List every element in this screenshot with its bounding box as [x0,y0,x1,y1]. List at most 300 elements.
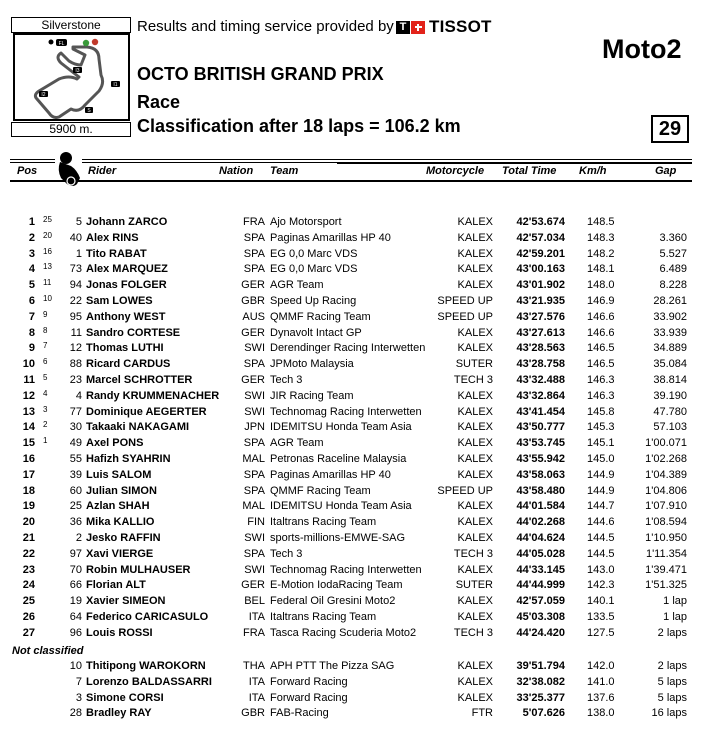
cell-rider-number: 73 [69,263,82,276]
cell-nation: ITA [248,691,265,704]
event-title: OCTO BRITISH GRAND PRIX [137,64,384,84]
cell-total-time: 43'55.942 [516,452,565,465]
cell-motorcycle: KALEX [457,279,493,292]
header-rule-bottom [10,180,692,182]
cell-motorcycle: KALEX [457,610,493,623]
cell-gap: 6.489 [659,263,687,276]
column-header-team: Team [270,165,299,177]
cell-team: Tech 3 [270,373,303,386]
cell-rider-name: Sam LOWES [86,294,153,307]
cell-motorcycle: KALEX [457,452,493,465]
cell-speed-kmh: 146.3 [587,389,615,402]
cell-nation: SWI [244,342,265,355]
map-label-i1: I1 [113,82,118,88]
cell-motorcycle: KALEX [457,231,493,244]
cell-position: 8 [28,326,35,339]
cell-rider-name: Azlan SHAH [86,500,150,513]
class-title: Moto2 [602,34,682,64]
cell-speed-kmh: 144.7 [587,500,615,513]
header-rule [337,159,692,160]
table-row [0,594,719,610]
cell-position: 18 [22,484,35,497]
cell-points: 8 [43,325,48,335]
cell-motorcycle: KALEX [457,468,493,481]
cell-position: 27 [22,626,35,639]
swiss-cross-icon [411,21,425,34]
cell-motorcycle: KALEX [457,326,493,339]
cell-motorcycle: KALEX [457,500,493,513]
cell-nation: FIN [247,516,265,529]
tissot-wordmark: TISSOT [429,17,492,36]
cell-rider-name: Xavi VIERGE [86,547,154,560]
cell-team: EG 0,0 Marc VDS [270,263,358,276]
table-row [0,231,719,247]
cell-motorcycle: KALEX [457,516,493,529]
table-row [0,373,719,389]
cell-team: Italtrans Racing Team [270,516,377,529]
cell-gap: 1 lap [663,610,687,623]
cell-gap: 1'04.389 [645,468,687,481]
cell-rider-number: 88 [69,358,82,371]
cell-points: 3 [43,404,48,414]
map-label-i2: I2 [41,92,46,98]
cell-total-time: 43'53.745 [516,437,565,450]
cell-position: 5 [28,279,35,292]
cell-total-time: 32'38.082 [516,675,565,688]
table-row [0,691,719,707]
cell-gap: 33.902 [653,310,687,323]
cell-rider-name: Luis SALOM [86,468,152,481]
cell-team: Federal Oil Gresini Moto2 [270,595,396,608]
cell-gap: 33.939 [653,326,687,339]
cell-rider-number: 30 [69,421,82,434]
cell-team: Paginas Amarillas HP 40 [270,231,391,244]
cell-nation: GER [241,326,265,339]
cell-nation: FRA [243,626,265,639]
cell-motorcycle: KALEX [457,563,493,576]
cell-rider-name: Florian ALT [86,579,146,592]
cell-total-time: 44'33.145 [516,563,565,576]
cell-rider-name: Bradley RAY [86,707,152,720]
cell-team: APH PTT The Pizza SAG [270,660,395,672]
cell-speed-kmh: 140.1 [587,595,615,608]
column-header-rider: Rider [88,165,117,177]
cell-position: 16 [22,452,35,465]
table-row [0,578,719,594]
cell-total-time: 44'44.999 [516,579,565,592]
cell-gap: 5.527 [659,247,687,260]
cell-position: 21 [22,531,35,544]
cell-rider-name: Anthony WEST [86,310,166,323]
cell-gap: 1'10.950 [645,531,687,544]
cell-motorcycle: KALEX [457,691,493,704]
cell-gap: 1'04.806 [645,484,687,497]
cell-speed-kmh: 146.3 [587,373,615,386]
cell-rider-name: Alex RINS [86,231,139,244]
cell-speed-kmh: 146.5 [587,342,615,355]
cell-rider-name: Randy KRUMMENACHER [86,389,220,402]
cell-team: sports-millions-EMWE-SAG [270,531,406,544]
cell-rider-number: 12 [69,342,82,355]
session-title: Race [137,92,181,112]
cell-speed-kmh: 146.6 [587,326,615,339]
cell-team: JPMoto Malaysia [270,358,354,371]
cell-nation: SPA [243,468,265,481]
column-header-gap: Gap [655,165,677,177]
cell-speed-kmh: 148.3 [587,231,615,244]
cell-nation: BEL [244,595,265,608]
cell-points: 4 [43,388,48,398]
cell-total-time: 43'50.777 [516,421,565,434]
cell-motorcycle: KALEX [457,247,493,260]
cell-rider-name: Hafizh SYAHRIN [86,452,171,465]
cell-position: 12 [22,389,35,402]
cell-speed-kmh: 143.0 [587,563,615,576]
cell-rider-number: 4 [75,389,82,402]
table-row [0,452,719,468]
cell-rider-name: Jonas FOLGER [86,279,167,292]
cell-speed-kmh: 148.1 [587,263,615,276]
cell-rider-name: Robin MULHAUSER [86,563,191,576]
cell-total-time: 43'58.480 [516,484,565,497]
cell-speed-kmh: 145.1 [587,437,615,450]
not-classified-label: Not classified [12,645,84,657]
cell-rider-name: Mika KALLIO [86,516,155,529]
cell-position: 11 [23,373,35,386]
cell-speed-kmh: 146.9 [587,294,615,307]
cell-rider-number: 95 [69,310,82,323]
cell-position: 22 [22,547,35,560]
cell-gap: 2 laps [657,660,687,672]
cell-team: Forward Racing [270,675,348,688]
cell-nation: SWI [244,563,265,576]
cell-position: 17 [22,468,35,481]
cell-team: Forward Racing [270,691,348,704]
cell-speed-kmh: 148.0 [587,279,615,292]
cell-rider-number: 23 [69,373,82,386]
cell-rider-number: 10 [69,660,82,672]
cell-speed-kmh: 144.5 [587,531,615,544]
cell-nation: GER [241,279,265,292]
cell-points: 9 [43,309,48,319]
cell-rider-number: 96 [69,626,82,639]
cell-motorcycle: FTR [471,707,493,720]
cell-total-time: 42'57.059 [516,595,565,608]
cell-rider-name: Tito RABAT [86,247,147,260]
cell-motorcycle: KALEX [457,342,493,355]
cell-team: IDEMITSU Honda Team Asia [270,421,412,434]
cell-speed-kmh: 142.3 [587,579,615,592]
cell-speed-kmh: 127.5 [587,626,615,639]
table-row [0,706,719,722]
cell-team: Technomag Racing Interwetten [270,563,422,576]
cell-rider-number: 39 [69,468,82,481]
cell-rider-number: 36 [69,516,82,529]
cell-team: Petronas Raceline Malaysia [270,452,407,465]
cell-nation: GBR [241,294,265,307]
cell-gap: 1'51.325 [645,579,687,592]
cell-position: 6 [28,294,35,307]
cell-total-time: 39'51.794 [516,660,565,672]
cell-position: 15 [22,437,35,450]
cell-gap: 3.360 [659,231,687,244]
table-row [0,436,719,452]
cell-gap: 2 laps [657,626,687,639]
cell-speed-kmh: 133.5 [587,610,615,623]
cell-rider-number: 25 [69,500,82,513]
column-header-pos: Pos [17,165,38,177]
cell-gap: 5 laps [657,675,687,688]
cell-speed-kmh: 141.0 [587,675,615,688]
cell-nation: GBR [241,707,265,720]
cell-speed-kmh: 144.9 [587,484,615,497]
cell-points: 25 [43,215,52,224]
header-rule [10,162,55,163]
map-label-fl: FL [58,41,65,47]
cell-nation: SWI [244,389,265,402]
table-row [0,247,719,263]
cell-nation: GER [241,373,265,386]
table-row [0,420,719,436]
cell-position: 9 [28,342,35,355]
not-classified-table [0,659,719,722]
cell-total-time: 43'27.576 [516,310,565,323]
cell-gap: 1'39.471 [645,563,687,576]
table-row [0,675,719,691]
cell-nation: JPN [244,421,265,434]
cell-motorcycle: SUTER [455,579,493,592]
cell-position: 19 [22,500,35,513]
cell-motorcycle: SUTER [455,358,493,371]
cell-rider-number: 11 [70,326,82,339]
cell-rider-number: 94 [69,279,82,292]
cell-position: 10 [22,358,35,371]
cell-motorcycle: KALEX [457,389,493,402]
cell-gap: 1'02.268 [645,452,687,465]
cell-gap: 28.261 [653,294,687,307]
cell-total-time: 33'25.377 [516,691,565,704]
cell-rider-number: 97 [69,547,82,560]
cell-team: Technomag Racing Interwetten [270,405,422,418]
cell-rider-name: Thitipong WAROKORN [86,660,206,672]
cell-speed-kmh: 144.5 [587,547,615,560]
column-header-kmh: Km/h [579,165,607,177]
cell-rider-number: 7 [75,675,82,688]
table-row [0,278,719,294]
cell-rider-name: Ricard CARDUS [86,358,171,371]
cell-team: QMMF Racing Team [270,484,371,497]
cell-team: Tasca Racing Scuderia Moto2 [270,626,417,639]
cell-gap: 1'11.354 [645,547,687,560]
cell-points: 2 [43,420,48,430]
cell-rider-number: 77 [69,405,82,418]
cell-rider-number: 28 [69,707,82,720]
cell-rider-number: 3 [75,691,82,704]
cell-points: 16 [43,246,52,256]
cell-total-time: 43'58.063 [516,468,565,481]
cell-total-time: 44'24.420 [516,626,565,639]
cell-rider-number: 40 [69,231,82,244]
table-row [0,405,719,421]
table-row [0,610,719,626]
cell-motorcycle: SPEED UP [437,294,493,307]
cell-total-time: 43'28.563 [516,342,565,355]
cell-gap: 1 lap [663,595,687,608]
cell-gap: 1'08.594 [645,516,687,529]
cell-points: 6 [43,357,48,367]
tissot-logo [396,17,492,36]
cell-team: QMMF Racing Team [270,310,371,323]
cell-position: 7 [28,310,35,323]
cell-total-time: 42'59.201 [516,247,565,260]
cell-gap: 39.190 [653,389,687,402]
results-table [0,215,719,642]
cell-total-time: 5'07.626 [522,707,565,720]
cell-total-time: 45'03.308 [516,610,565,623]
cell-total-time: 44'04.624 [516,531,565,544]
table-row [0,563,719,579]
cell-points: 5 [43,372,48,382]
cell-total-time: 42'53.674 [516,216,565,228]
cell-nation: SWI [244,531,265,544]
cell-total-time: 43'00.163 [516,263,565,276]
table-row [0,515,719,531]
map-label-i3: I3 [75,68,80,74]
cell-total-time: 44'01.584 [516,500,565,513]
cell-rider-name: Federico CARICASULO [86,610,209,623]
cell-nation: THA [243,660,265,672]
cell-nation: SPA [243,231,265,244]
table-row [0,310,719,326]
cell-motorcycle: SPEED UP [437,310,493,323]
table-row [0,215,719,231]
cell-nation: SPA [243,247,265,260]
cell-rider-number: 70 [69,563,82,576]
cell-speed-kmh: 146.5 [587,358,615,371]
cell-gap: 57.103 [653,421,687,434]
cell-rider-name: Johann ZARCO [86,216,168,228]
cell-motorcycle: KALEX [457,675,493,688]
cell-nation: SPA [243,358,265,371]
cell-nation: SPA [243,263,265,276]
table-row [0,499,719,515]
cell-team: EG 0,0 Marc VDS [270,247,358,260]
cell-rider-name: Lorenzo BALDASSARRI [86,675,212,688]
cell-team: Tech 3 [270,547,303,560]
table-row [0,341,719,357]
cell-speed-kmh: 142.0 [587,660,615,672]
tissot-t-icon: T [396,21,410,34]
cell-gap: 5 laps [657,691,687,704]
cell-total-time: 43'01.902 [516,279,565,292]
table-row [0,468,719,484]
cell-team: AGR Team [270,279,324,292]
cell-position: 20 [22,516,35,529]
cell-rider-name: Xavier SIMEON [86,595,166,608]
cell-motorcycle: SPEED UP [437,484,493,497]
cell-points: 10 [43,293,52,303]
cell-rider-number: 66 [69,579,82,592]
cell-speed-kmh: 145.0 [587,452,615,465]
cell-position: 4 [28,263,35,276]
cell-rider-name: Sandro CORTESE [86,326,181,339]
cell-gap: 38.814 [653,373,687,386]
cell-speed-kmh: 148.2 [587,247,615,260]
header-rule [10,159,55,160]
cell-team: IDEMITSU Honda Team Asia [270,500,412,513]
service-text: Results and timing service provided by [137,18,394,35]
header-rule [82,162,337,163]
cell-motorcycle: KALEX [457,531,493,544]
cell-team: E-Motion IodaRacing Team [270,579,403,592]
cell-motorcycle: KALEX [457,437,493,450]
cell-team: Italtrans Racing Team [270,610,377,623]
cell-gap: 34.889 [653,342,687,355]
cell-total-time: 44'05.028 [516,547,565,560]
cell-team: Speed Up Racing [270,294,357,307]
cell-motorcycle: TECH 3 [453,547,493,560]
cell-position: 14 [22,421,35,434]
cell-nation: GER [241,579,265,592]
cell-gap: 1'00.071 [645,437,687,450]
cell-total-time: 43'28.758 [516,358,565,371]
cell-nation: ITA [248,675,265,688]
cell-nation: MAL [242,500,265,513]
cell-position: 26 [22,610,35,623]
cell-nation: FRA [243,216,265,228]
cell-total-time: 43'27.613 [516,326,565,339]
table-row [0,531,719,547]
cell-team: Dynavolt Intact GP [270,326,362,339]
cell-rider-name: Alex MARQUEZ [86,263,168,276]
cell-position: 13 [22,405,35,418]
table-row [0,262,719,278]
cell-team: Ajo Motorsport [270,216,342,228]
table-row [0,626,719,642]
cell-speed-kmh: 145.8 [587,405,615,418]
column-header-total-time: Total Time [502,165,557,177]
cell-rider-number: 19 [69,595,82,608]
cell-rider-number: 64 [69,610,82,623]
cell-rider-number: 1 [75,247,82,260]
cell-team: JIR Racing Team [270,389,354,402]
cell-position: 2 [28,231,35,244]
cell-speed-kmh: 145.3 [587,421,615,434]
table-row [0,659,719,675]
cell-team: Paginas Amarillas HP 40 [270,468,391,481]
header-rule [82,159,337,160]
cell-nation: SPA [243,437,265,450]
cell-total-time: 43'21.935 [516,294,565,307]
cell-nation: ITA [248,610,265,623]
cell-points: 7 [43,341,48,351]
cell-motorcycle: KALEX [457,660,493,672]
track-layout-icon [15,35,128,119]
circuit-length: 5900 m. [11,122,131,137]
cell-rider-number: 49 [69,437,82,450]
header-rule [337,162,692,164]
cell-points: 13 [43,262,52,272]
cell-speed-kmh: 146.6 [587,310,615,323]
table-row [0,357,719,373]
cell-speed-kmh: 144.9 [587,468,615,481]
cell-nation: SPA [243,547,265,560]
cell-motorcycle: KALEX [457,405,493,418]
circuit-map [13,33,130,121]
map-label-s: S [87,108,91,114]
cell-gap: 1'07.910 [645,500,687,513]
cell-team: FAB-Racing [270,707,329,720]
